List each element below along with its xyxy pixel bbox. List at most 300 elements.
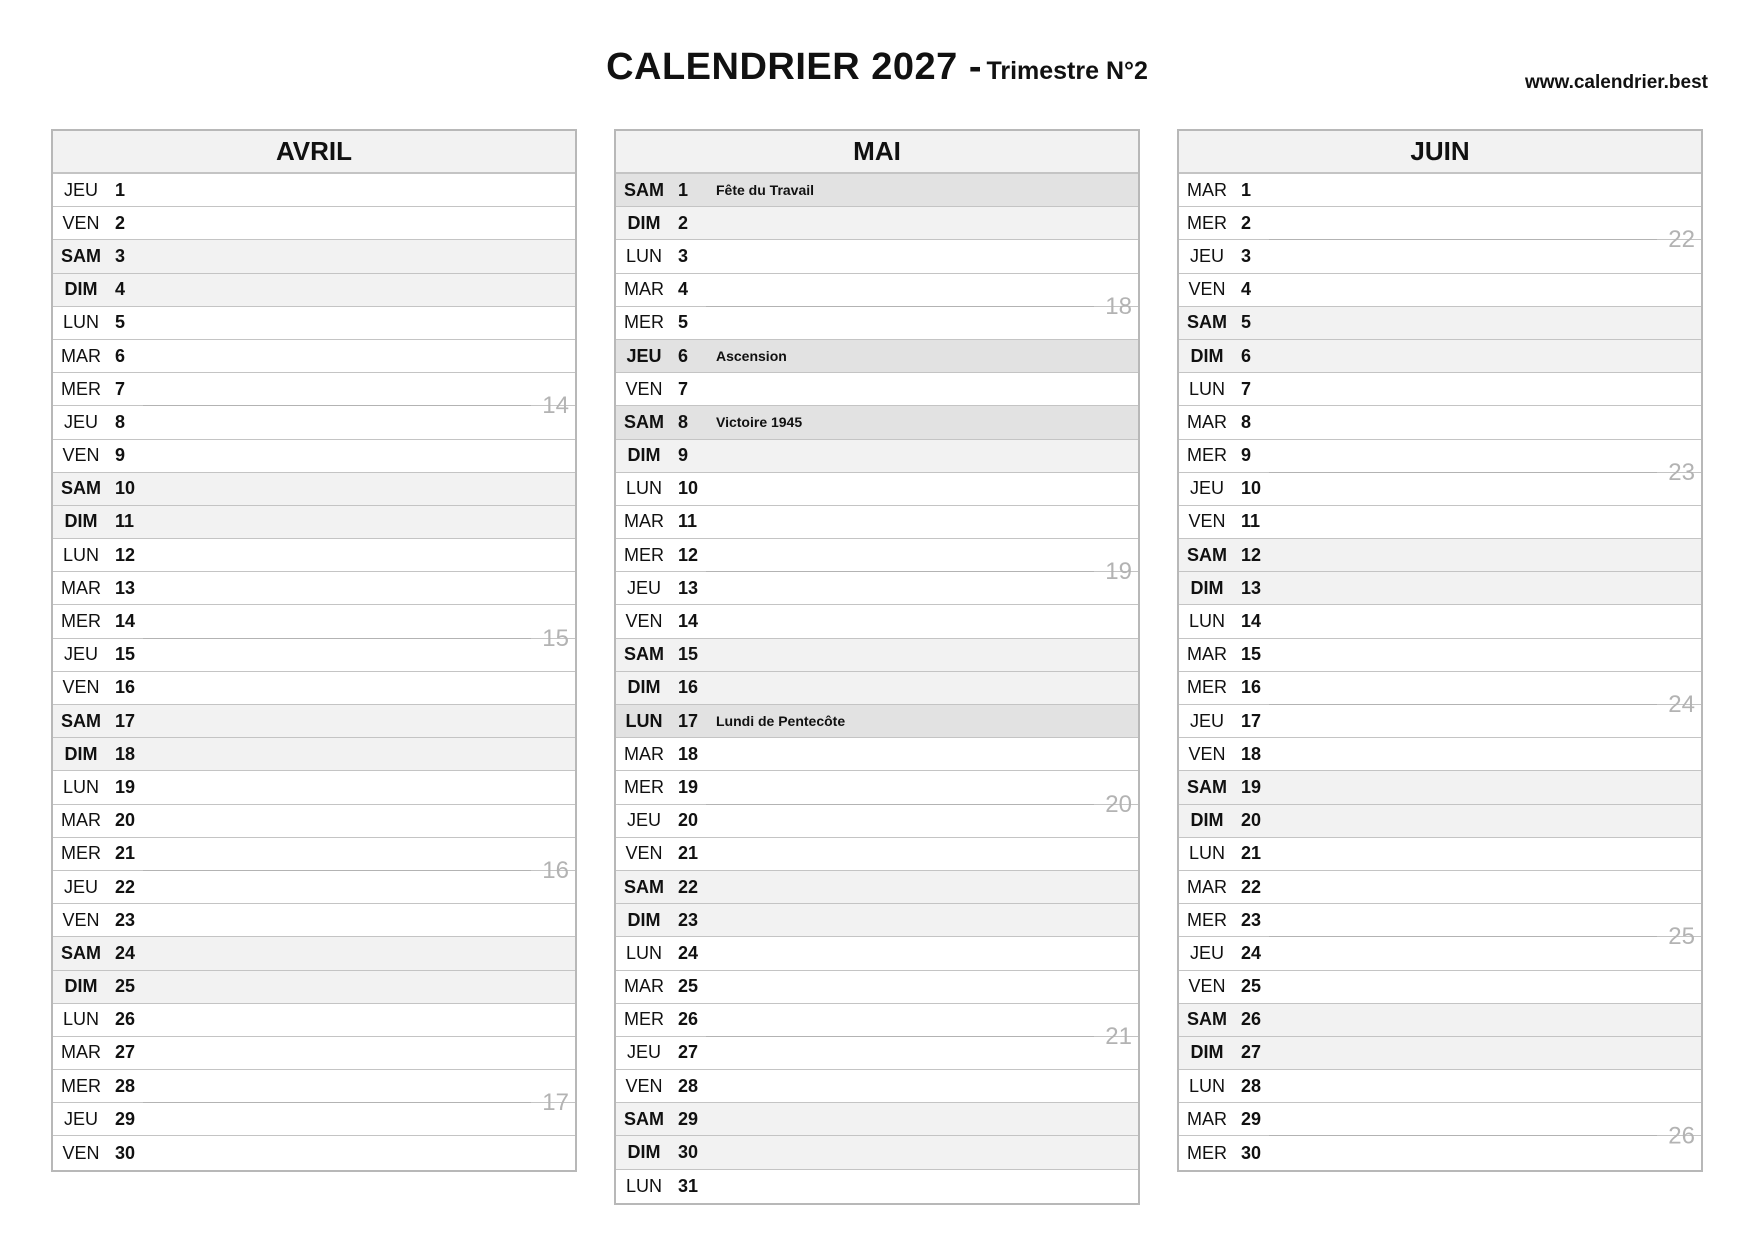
day-row [616,539,1138,572]
day-name: JEU [626,577,661,598]
day-number: 5 [115,312,126,333]
day-number: 5 [1241,312,1252,333]
day-name: DIM [627,909,661,930]
day-name: MAR [624,976,664,997]
week-number: 14 [542,392,569,420]
day-row [53,506,575,539]
day-name: LUN [62,312,99,333]
day-number: 8 [678,411,689,432]
day-number: 7 [678,378,689,399]
day-name: MAR [61,577,101,598]
day-name: MER [624,544,664,565]
day-name: VEN [62,212,100,233]
day-number: 26 [115,1009,136,1030]
day-number: 10 [678,478,699,499]
day-number: 6 [115,345,126,366]
day-name: JEU [63,179,98,200]
day-name: JEU [626,810,661,831]
day-name: MER [61,1075,101,1096]
day-name: SAM [61,710,101,731]
day-name: MER [61,378,101,399]
day-row [53,307,575,340]
day-row [1179,340,1701,373]
week-divider [706,306,1094,307]
day-number: 31 [678,1175,699,1196]
day-number: 27 [678,1042,699,1063]
day-row [1179,771,1701,804]
day-row [616,904,1138,937]
day-name: LUN [62,776,99,797]
day-number: 14 [678,611,699,632]
day-name: JEU [1189,245,1224,266]
day-name: DIM [64,976,98,997]
day-number: 6 [678,345,689,366]
day-name: LUN [62,544,99,565]
day-number: 29 [678,1108,699,1129]
day-row [53,539,575,572]
day-number: 16 [678,677,699,698]
day-number: 10 [1241,478,1262,499]
day-name: MAR [1187,1108,1227,1129]
day-row [53,440,575,473]
week-number: 18 [1105,292,1132,320]
day-row [53,624,575,672]
day-number: 26 [678,1009,699,1030]
day-row [616,639,1138,672]
day-number: 29 [1241,1108,1262,1129]
day-name: MER [1187,445,1227,466]
month-april [51,129,577,1172]
day-name: SAM [624,411,664,432]
day-name: DIM [64,511,98,532]
day-row [1179,639,1701,672]
day-number: 12 [678,544,699,565]
day-row [53,473,575,506]
day-row [1179,539,1701,572]
day-row [53,1070,575,1103]
day-name: LUN [625,710,663,731]
week-number: 16 [542,856,569,884]
week-divider [1269,936,1657,937]
day-row [616,558,1138,605]
day-row [616,373,1138,406]
day-name: DIM [1190,1042,1224,1063]
day-name: VEN [62,909,100,930]
week-number: 22 [1668,226,1695,254]
page-title [0,46,1754,89]
day-number: 20 [1241,810,1262,831]
day-name: MER [1187,1142,1227,1163]
day-row [616,937,1138,970]
week-divider [706,804,1094,805]
day-row [1179,691,1701,738]
day-row [1179,838,1701,871]
day-row [53,937,575,970]
day-name: JEU [626,345,662,366]
day-name: VEN [62,1142,100,1163]
day-number: 12 [1241,544,1262,565]
day-number: 14 [115,611,136,632]
day-row [1179,672,1701,705]
day-name: VEN [625,1075,663,1096]
day-number: 30 [115,1142,136,1163]
day-name: JEU [63,876,98,897]
day-number: 8 [1241,411,1252,432]
day-number: 9 [1241,445,1252,466]
day-row [53,1136,575,1169]
day-name: MER [1187,677,1227,698]
week-number: 20 [1105,790,1132,818]
day-name: DIM [627,677,661,698]
day-number: 1 [678,179,689,200]
day-name: JEU [1189,710,1224,731]
month-header: MAI [616,131,1138,174]
day-row [616,838,1138,871]
day-number: 9 [115,445,126,466]
calendar-title: CALENDRIER 2027 - [606,46,982,88]
week-divider [706,1036,1094,1037]
day-row [1179,174,1701,207]
day-number: 26 [1241,1009,1262,1030]
day-name: LUN [1188,843,1225,864]
day-row [53,207,575,240]
day-number: 16 [115,677,136,698]
day-number: 19 [1241,776,1262,797]
day-row [1179,971,1701,1004]
day-row [616,705,1138,738]
day-name: MAR [624,279,664,300]
day-row [53,373,575,406]
day-row [53,1037,575,1070]
day-row [616,207,1138,240]
day-row [1179,605,1701,638]
day-row [616,738,1138,771]
day-row [1179,207,1701,240]
day-number: 17 [678,710,699,731]
week-divider [1269,704,1657,705]
day-row [616,240,1138,273]
day-number: 3 [115,245,126,266]
week-number: 25 [1668,923,1695,951]
day-name: MER [1187,212,1227,233]
day-name: MER [61,843,101,864]
day-row [53,340,575,373]
day-row [53,174,575,207]
week-number: 23 [1668,458,1695,486]
day-name: JEU [63,644,98,665]
day-name: LUN [1188,378,1225,399]
day-row [53,738,575,771]
week-divider [1269,1135,1657,1136]
day-row [53,856,575,904]
day-name: SAM [1187,776,1227,797]
holiday-label: Lundi de Pentecôte [716,713,846,730]
day-number: 24 [115,942,136,963]
day-row [616,1103,1138,1136]
week-number: 17 [542,1089,569,1117]
day-row [53,572,575,605]
day-row [616,771,1138,804]
day-row [53,605,575,638]
week-divider [1269,239,1657,240]
day-name: SAM [61,942,101,963]
month-may [614,129,1140,1205]
day-number: 14 [1241,611,1262,632]
day-name: MER [624,312,664,333]
day-number: 13 [115,577,136,598]
day-number: 28 [115,1075,136,1096]
day-number: 27 [1241,1042,1262,1063]
day-number: 6 [1241,345,1252,366]
day-row [1179,1037,1701,1070]
day-name: MER [624,776,664,797]
day-row [616,473,1138,506]
month-header: JUIN [1179,131,1701,174]
day-number: 21 [678,843,699,864]
day-number: 23 [1241,909,1262,930]
day-row [53,672,575,705]
week-number: 21 [1105,1022,1132,1050]
holiday-label: Victoire 1945 [716,414,803,431]
day-row [1179,805,1701,838]
day-number: 28 [678,1075,699,1096]
day-number: 4 [678,279,689,300]
day-name: VEN [1188,976,1226,997]
week-number: 24 [1668,691,1695,718]
day-name: JEU [1189,942,1224,963]
day-name: SAM [624,1108,664,1129]
day-number: 24 [678,942,699,963]
week-divider [143,405,531,406]
day-row [616,1070,1138,1103]
day-number: 19 [115,776,136,797]
day-number: 27 [115,1042,136,1063]
day-name: MAR [61,810,101,831]
day-number: 25 [115,976,136,997]
day-number: 23 [678,909,699,930]
day-name: SAM [624,179,664,200]
day-name: SAM [1187,312,1227,333]
week-divider [143,638,531,639]
day-number: 12 [115,544,136,565]
day-number: 2 [1241,212,1252,233]
day-row [1179,1070,1701,1103]
day-row [616,1170,1138,1203]
day-row [1179,572,1701,605]
day-number: 7 [1241,378,1252,399]
day-number: 15 [115,644,136,665]
day-number: 22 [678,876,699,897]
day-row [53,1004,575,1037]
day-number: 5 [678,312,689,333]
day-name: SAM [1187,544,1227,565]
day-name: LUN [625,245,662,266]
day-number: 18 [1241,743,1262,764]
day-name: VEN [625,378,663,399]
day-row [53,274,575,307]
week-divider [706,571,1094,572]
calendar-subtitle: Trimestre N°2 [986,57,1148,85]
day-name: DIM [64,279,98,300]
day-number: 17 [115,710,136,731]
day-row [53,771,575,804]
day-name: VEN [625,611,663,632]
day-name: MAR [61,1042,101,1063]
day-row [1179,923,1701,970]
day-number: 18 [115,743,136,764]
day-row [616,605,1138,638]
day-number: 3 [1241,245,1252,266]
day-name: DIM [1190,810,1224,831]
month-june [1177,129,1703,1172]
day-row [616,790,1138,838]
day-number: 10 [115,478,136,499]
day-row [53,392,575,439]
day-number: 13 [678,577,699,598]
day-row [1179,1103,1701,1136]
day-name: MER [624,1009,664,1030]
day-row [616,506,1138,539]
day-row [616,440,1138,473]
day-row [616,292,1138,340]
day-row [1179,1122,1701,1169]
day-number: 11 [115,511,135,532]
holiday-label: Fête du Travail [716,182,815,199]
day-number: 11 [1241,511,1261,532]
month-header: AVRIL [53,131,575,174]
day-name: DIM [64,743,98,764]
day-row [616,672,1138,705]
week-number: 26 [1668,1122,1695,1150]
day-number: 22 [1241,876,1262,897]
day-number: 15 [678,644,699,665]
day-number: 25 [678,976,699,997]
day-name: JEU [1189,478,1224,499]
day-name: SAM [624,876,664,897]
day-number: 30 [678,1142,699,1163]
day-row [1179,871,1701,904]
day-name: DIM [627,445,661,466]
day-number: 16 [1241,677,1262,698]
day-row [1179,1004,1701,1037]
day-number: 11 [678,511,698,532]
day-row [616,871,1138,904]
day-number: 3 [678,245,689,266]
day-row [616,340,1138,373]
day-row [1179,506,1701,539]
day-name: LUN [625,942,662,963]
day-name: SAM [61,478,101,499]
day-name: MAR [1187,179,1227,200]
week-divider [143,870,531,871]
day-row [616,1136,1138,1169]
day-row [53,240,575,273]
day-name: MAR [61,345,101,366]
week-divider [1269,472,1657,473]
day-number: 20 [115,810,136,831]
day-name: SAM [61,245,101,266]
day-number: 17 [1241,710,1262,731]
day-number: 1 [1241,179,1252,200]
day-row [616,274,1138,307]
day-row [53,904,575,937]
day-row [1179,440,1701,473]
day-row [616,406,1138,439]
day-number: 19 [678,776,699,797]
day-number: 1 [115,179,126,200]
day-row [1179,406,1701,439]
day-name: VEN [62,445,100,466]
week-number: 19 [1105,558,1132,586]
day-name: SAM [1187,1009,1227,1030]
day-name: VEN [62,677,100,698]
day-row [1179,904,1701,937]
day-name: DIM [1190,345,1224,366]
day-row [53,705,575,738]
day-name: DIM [1190,577,1224,598]
day-row [53,805,575,838]
day-name: VEN [625,843,663,864]
day-name: MER [61,611,101,632]
day-row [1179,307,1701,340]
day-number: 2 [115,212,126,233]
day-name: VEN [1188,279,1226,300]
day-row [1179,226,1701,273]
day-name: MAR [1187,411,1227,432]
week-divider [143,1102,531,1103]
day-name: SAM [624,644,664,665]
day-name: LUN [1188,1075,1225,1096]
day-name: DIM [627,212,661,233]
day-row [53,1089,575,1136]
day-name: VEN [1188,743,1226,764]
day-name: MAR [624,743,664,764]
day-number: 8 [115,411,126,432]
day-number: 7 [115,378,126,399]
day-name: LUN [1188,611,1225,632]
day-number: 15 [1241,644,1262,665]
day-name: MER [1187,909,1227,930]
day-row [616,174,1138,207]
day-number: 4 [1241,279,1252,300]
holiday-label: Ascension [716,348,787,365]
day-number: 21 [115,843,136,864]
day-row [1179,458,1701,506]
day-name: MAR [1187,644,1227,665]
day-number: 24 [1241,942,1262,963]
day-name: JEU [626,1042,661,1063]
day-name: DIM [627,1142,661,1163]
day-row [53,838,575,871]
day-name: LUN [625,1175,662,1196]
day-name: JEU [63,411,98,432]
day-name: JEU [63,1108,98,1129]
day-name: MAR [624,511,664,532]
website-link[interactable]: www.calendrier.best [1524,72,1708,93]
day-number: 28 [1241,1075,1262,1096]
day-number: 9 [678,445,689,466]
day-name: LUN [625,478,662,499]
day-number: 4 [115,279,126,300]
day-row [616,971,1138,1004]
day-number: 25 [1241,976,1262,997]
day-number: 22 [115,876,136,897]
day-number: 13 [1241,577,1262,598]
day-name: LUN [62,1009,99,1030]
day-row [616,1022,1138,1070]
day-name: VEN [1188,511,1226,532]
day-number: 18 [678,743,699,764]
